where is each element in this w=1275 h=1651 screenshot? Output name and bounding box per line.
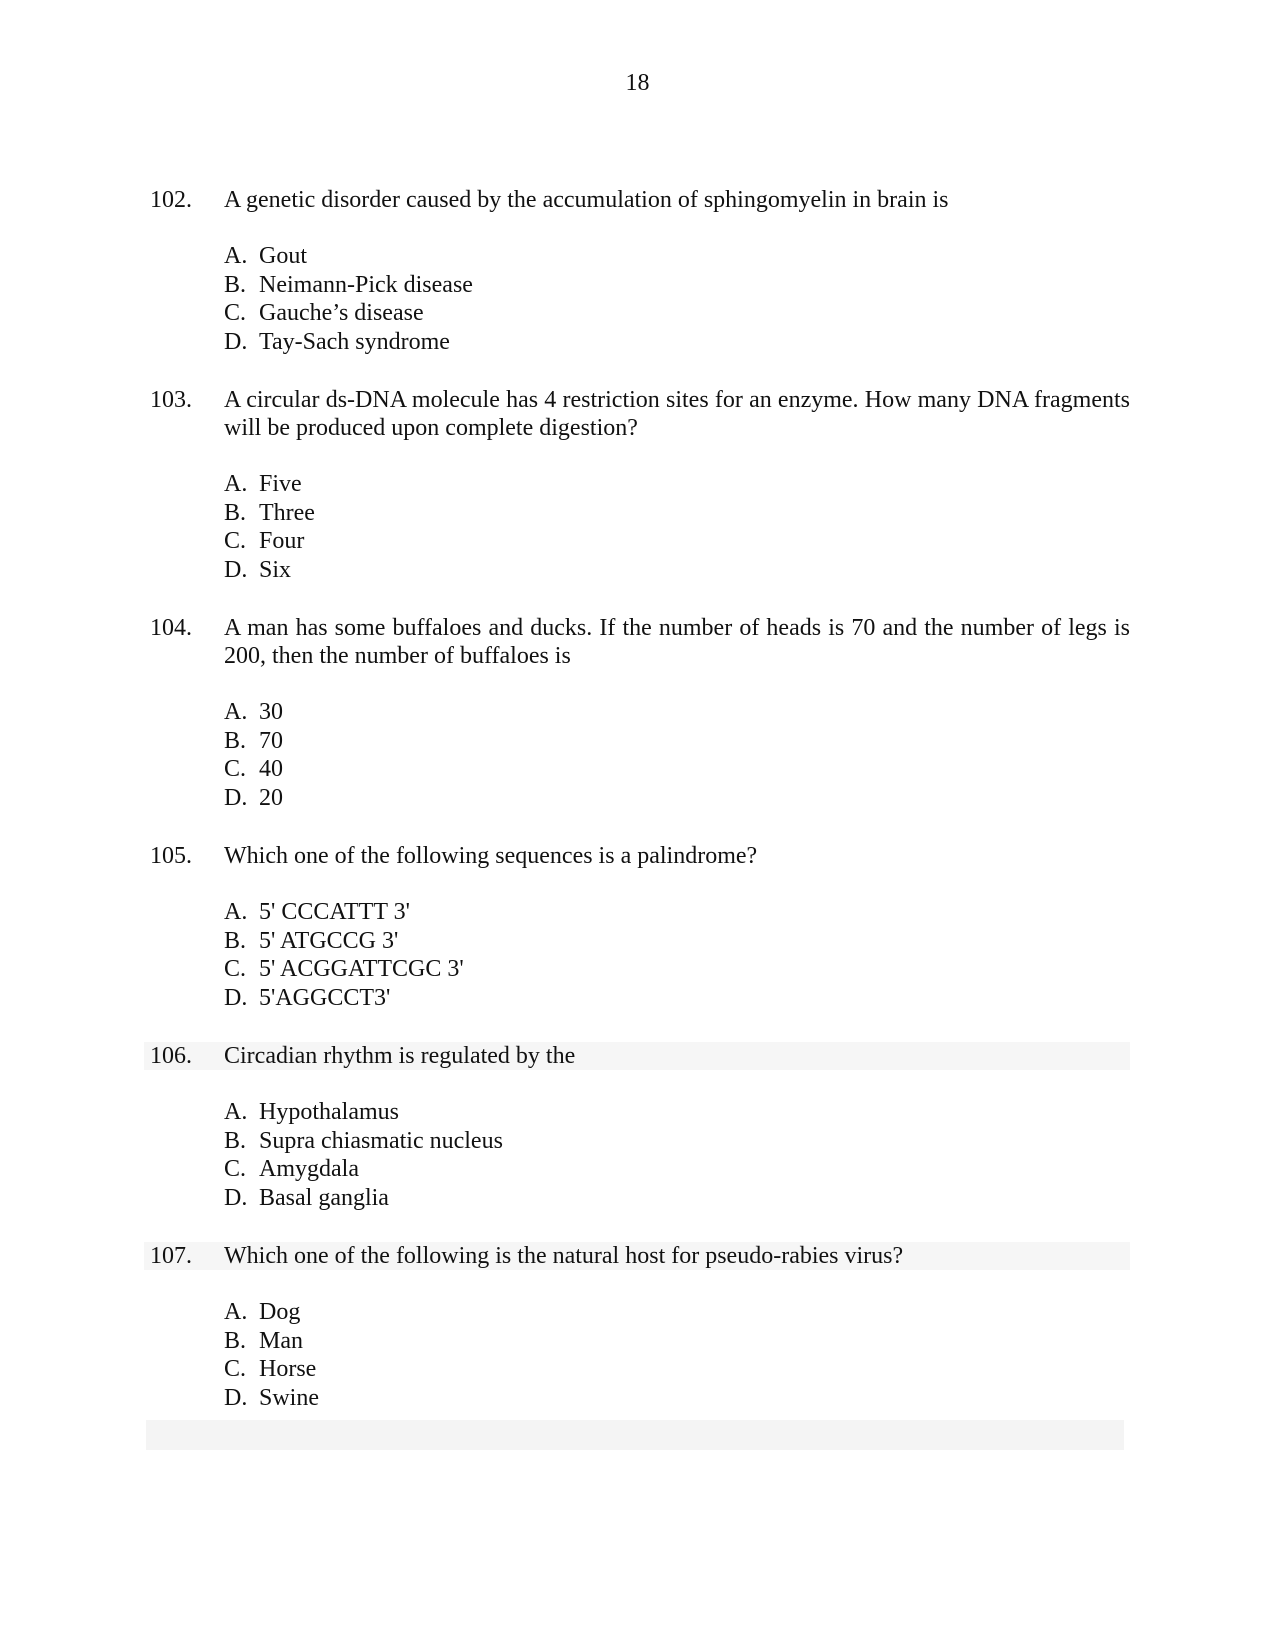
option-text: 5' ACGGATTCGC 3' bbox=[259, 956, 464, 982]
option-b bbox=[224, 1127, 1130, 1156]
option-letter: C. bbox=[224, 956, 247, 982]
option-letter: B. bbox=[224, 727, 247, 754]
option-a bbox=[224, 898, 1130, 927]
option-letter: D. bbox=[224, 784, 248, 811]
option-list bbox=[224, 1298, 1130, 1412]
option-c bbox=[224, 955, 1130, 984]
option-letter: A. bbox=[224, 1099, 248, 1125]
option-text: 5' CCCATTT 3' bbox=[259, 899, 410, 925]
option-b bbox=[224, 271, 1130, 300]
option-text: Five bbox=[259, 471, 302, 497]
option-c bbox=[224, 299, 1130, 328]
option-text: Gout bbox=[259, 243, 307, 269]
option-b bbox=[224, 727, 1130, 756]
option-letter: C. bbox=[224, 756, 247, 782]
question-number: 105. bbox=[150, 843, 192, 869]
option-text: 5' ATGCCG 3' bbox=[259, 927, 399, 954]
option-text: Dog bbox=[259, 1299, 301, 1325]
question-number: 103. bbox=[150, 387, 192, 413]
option-b bbox=[224, 499, 1130, 528]
option-letter: D. bbox=[224, 328, 248, 355]
question-102 bbox=[150, 186, 1130, 356]
option-b bbox=[224, 1327, 1130, 1356]
question-104 bbox=[150, 614, 1130, 812]
option-list bbox=[224, 898, 1130, 1012]
option-c bbox=[224, 1355, 1130, 1384]
option-a bbox=[224, 698, 1130, 727]
option-letter: B. bbox=[224, 499, 247, 526]
question-106 bbox=[150, 1042, 1130, 1212]
question-text: A man has some buffaloes and ducks. If the number of heads is 70 and the number of legs is 200, then the number of buffaloes is bbox=[224, 615, 1130, 669]
option-letter: D. bbox=[224, 984, 248, 1011]
question-text: Which one of the following is the natural host for pseudo-rabies virus? bbox=[144, 1242, 1130, 1270]
option-list bbox=[224, 470, 1130, 584]
option-letter: A. bbox=[224, 471, 248, 497]
option-letter: C. bbox=[224, 528, 247, 554]
option-text: Man bbox=[259, 1327, 303, 1354]
option-d bbox=[224, 784, 1130, 813]
option-letter: C. bbox=[224, 300, 247, 326]
option-letter: C. bbox=[224, 1356, 247, 1382]
option-text: 70 bbox=[259, 727, 283, 754]
option-letter: B. bbox=[224, 927, 247, 954]
option-text: Swine bbox=[259, 1384, 319, 1411]
option-letter: A. bbox=[224, 699, 248, 725]
option-c bbox=[224, 755, 1130, 784]
option-letter: B. bbox=[224, 1327, 247, 1354]
option-letter: B. bbox=[224, 1127, 247, 1154]
option-list bbox=[224, 242, 1130, 356]
option-letter: A. bbox=[224, 1299, 248, 1325]
page-number: 18 bbox=[625, 70, 650, 96]
option-d bbox=[224, 328, 1130, 357]
option-text: Neimann-Pick disease bbox=[259, 271, 473, 298]
question-number: 104. bbox=[150, 615, 192, 641]
option-text: Supra chiasmatic nucleus bbox=[259, 1127, 503, 1154]
question-number: 107. bbox=[150, 1243, 192, 1269]
option-d bbox=[224, 1184, 1130, 1213]
option-text: 30 bbox=[259, 699, 283, 725]
option-text: Six bbox=[259, 556, 292, 583]
option-d bbox=[224, 556, 1130, 585]
option-list bbox=[224, 1098, 1130, 1212]
option-text: Gauche’s disease bbox=[259, 300, 424, 326]
question-text: Which one of the following sequences is a palindrome? bbox=[224, 843, 758, 869]
option-letter: C. bbox=[224, 1156, 247, 1182]
option-letter: D. bbox=[224, 1384, 248, 1411]
option-letter: D. bbox=[224, 556, 248, 583]
option-text: 20 bbox=[259, 784, 283, 811]
option-a bbox=[224, 1098, 1130, 1127]
option-c bbox=[224, 527, 1130, 556]
option-text: Horse bbox=[259, 1356, 317, 1382]
shaded-band bbox=[146, 1420, 1124, 1450]
option-text: Tay-Sach syndrome bbox=[259, 328, 450, 355]
option-b bbox=[224, 927, 1130, 956]
option-text: Hypothalamus bbox=[259, 1099, 399, 1125]
option-text: Amygdala bbox=[259, 1156, 359, 1182]
question-text: A circular ds-DNA molecule has 4 restriction sites for an enzyme. How many DNA fragments will be produced upon complete digestion? bbox=[224, 387, 1130, 441]
option-text: Four bbox=[259, 528, 305, 554]
option-letter: A. bbox=[224, 899, 248, 925]
option-a bbox=[224, 470, 1130, 499]
option-d bbox=[224, 984, 1130, 1013]
question-107 bbox=[150, 1242, 1130, 1412]
option-a bbox=[224, 1298, 1130, 1327]
question-text: Circadian rhythm is regulated by the bbox=[144, 1042, 1130, 1070]
option-letter: A. bbox=[224, 243, 248, 269]
option-text: Three bbox=[259, 499, 315, 526]
question-number: 102. bbox=[150, 187, 192, 213]
option-text: 40 bbox=[259, 756, 283, 782]
option-c bbox=[224, 1155, 1130, 1184]
option-letter: B. bbox=[224, 271, 247, 298]
option-letter: D. bbox=[224, 1184, 248, 1211]
option-d bbox=[224, 1384, 1130, 1413]
question-103 bbox=[150, 386, 1130, 584]
question-number: 106. bbox=[150, 1043, 192, 1069]
option-text: Basal ganglia bbox=[259, 1184, 389, 1211]
question-text: A genetic disorder caused by the accumulation of sphingomyelin in brain is bbox=[224, 187, 949, 213]
question-105 bbox=[150, 842, 1130, 1012]
option-a bbox=[224, 242, 1130, 271]
option-text: 5'AGGCCT3' bbox=[259, 984, 391, 1011]
option-list bbox=[224, 698, 1130, 812]
